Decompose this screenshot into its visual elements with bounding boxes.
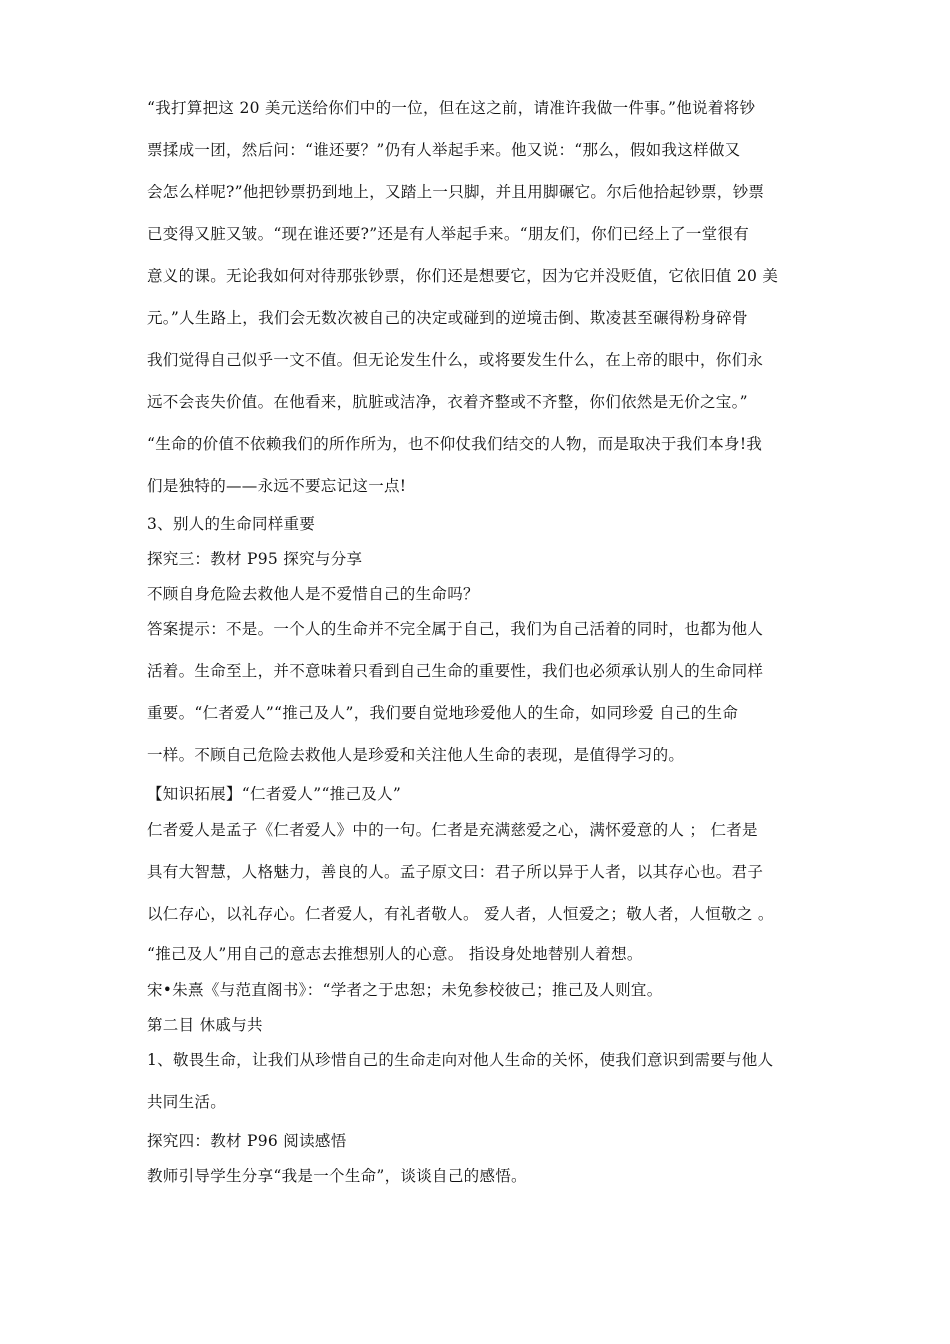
- paragraph-line: 具有大智慧，人格魅力，善良的人。孟子原文曰：君子所以异于人者，以其存心也。君子: [147, 863, 764, 881]
- paragraph-line: 以仁存心，以礼存心。仁者爱人，有礼者敬人。 爱人者，人恒爱之；敬人者，人恒敬之 。: [147, 905, 774, 923]
- paragraph-line: 共同生活。: [147, 1093, 227, 1111]
- paragraph-line: “推己及人”用自己的意志去推想别人的心意。 指设身处地替别人着想。: [147, 945, 643, 963]
- paragraph-line: 1、敬畏生命，让我们从珍惜自己的生命走向对他人生命的关怀，使我们意识到需要与他人: [147, 1051, 774, 1069]
- paragraph-line: 教师引导学生分享“我是一个生命”，谈谈自己的感悟。: [147, 1167, 527, 1185]
- question-line: 不顾自身危险去救他人是不爱惜自己的生命吗？: [147, 585, 479, 603]
- paragraph-line: 票揉成一团，然后问：“谁还要？”仍有人举起手来。他又说：“那么，假如我这样做又: [147, 141, 741, 159]
- paragraph-line: 会怎么样呢?”他把钞票扔到地上，又踏上一只脚，并且用脚碾它。尔后他拾起钞票，钞票: [147, 183, 765, 201]
- answer-line: 活着。生命至上，并不意味着只看到自己生命的重要性，我们也必须承认别人的生命同样: [147, 662, 764, 680]
- knowledge-extension-heading: 【知识拓展】“仁者爱人”“推己及人”: [147, 785, 402, 803]
- answer-line: 一样。不顾自己危险去救他人是珍爱和关注他人生命的表现，是值得学习的。: [147, 746, 685, 764]
- paragraph-line: “我打算把这 20 美元送给你们中的一位，但在这之前，请准许我做一件事。”他说着将钞: [147, 99, 756, 117]
- paragraph-line: 仁者爱人是孟子《仁者爱人》中的一句。仁者是充满慈爱之心，满怀爱意的人 ； 仁者是: [147, 821, 758, 839]
- section-heading: 3、别人的生命同样重要: [147, 515, 316, 533]
- paragraph-line: 远不会丧失价值。在他看来，肮脏或洁净，衣着齐整或不齐整，你们依然是无价之宝。”: [147, 393, 748, 411]
- quote-line: “生命的价值不依赖我们的所作所为，也不仰仗我们结交的人物，而是取决于我们本身!我: [147, 435, 763, 453]
- paragraph-line: 意义的课。无论我如何对待那张钞票，你们还是想要它，因为它并没贬值，它依旧值 20 美: [147, 267, 779, 285]
- quote-line: 们是独特的——永远不要忘记这一点!: [147, 477, 407, 495]
- subsection-heading: 第二目 休戚与共: [147, 1016, 263, 1034]
- inquiry-heading: 探究四：教材 P96 阅读感悟: [147, 1132, 347, 1150]
- paragraph-line: 元。”人生路上，我们会无数次被自己的决定或碰到的逆境击倒、欺凌甚至碾得粉身碎骨: [147, 309, 748, 327]
- answer-line: 重要。“仁者爱人”“推己及人”，我们要自觉地珍爱他人的生命，如同珍爱 自己的生命: [147, 704, 739, 722]
- answer-line: 答案提示：不是。一个人的生命并不完全属于自己，我们为自己活着的同时，也都为他人: [147, 620, 764, 638]
- inquiry-heading: 探究三：教材 P95 探究与分享: [147, 550, 363, 568]
- paragraph-line: 已变得又脏又皱。“现在谁还要?”还是有人举起手来。“朋友们，你们已经上了一堂很有: [147, 225, 750, 243]
- citation-line: 宋•朱熹《与范直阁书》：“学者之于忠恕；未免参校彼己；推己及人则宜。: [147, 981, 663, 999]
- paragraph-line: 我们觉得自己似乎一文不值。但无论发生什么，或将要发生什么，在上帝的眼中，你们永: [147, 351, 764, 369]
